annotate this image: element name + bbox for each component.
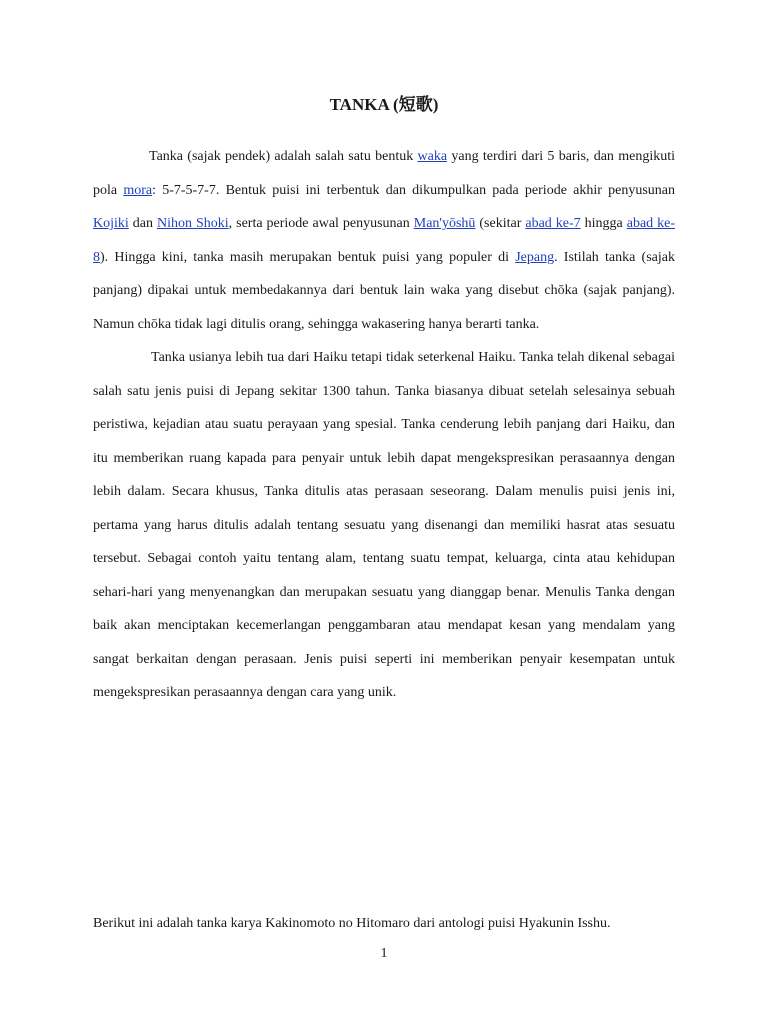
link-kojiki[interactable]: Kojiki [93,216,129,231]
paragraph-2: Tanka usianya lebih tua dari Haiku tetapi tidak seterkenal Haiku. Tanka telah dikenal sebagai salah satu jenis puisi di Jepang sekitar 1300 tahun. Tanka biasanya dibuat setelah selesainya sebuah peristiwa, kejadian atau suatu perayaan yang spesial. Tanka cenderung lebih panjang dari Haiku, dan itu memberikan ruang kapada para penyair untuk lebih dapat mengekspresikan perasaannya dengan lebih dalam. Secara khusus, Tanka ditulis atas perasaan seseorang. Dalam menulis puisi jenis ini, pertama yang harus ditulis adalah tentang sesuatu yang disenangi dan memiliki hasrat atas sesuatu tersebut. Sebagai contoh yaitu tentang alam, tentang suatu tempat, keluarga, cinta atau kehidupan sehari-hari yang menyenangkan dan merupakan sesuatu yang dianggap benar. Menulis Tanka dengan baik akan menciptakan kecemerlangan penggambaran atau mendapat kesan yang mendalam yang sangat berkaitan dengan perasaan. Jenis puisi seperti ini memberikan penyair kesempatan untuk mengekspresikan perasaannya dengan cara yang unik. [93,350,675,700]
link-jepang[interactable]: Jepang [515,249,555,265]
text-run: ). Hingga kini, tanka masih merupakan bentuk puisi yang populer di [100,249,516,265]
text-run: . Istilah tanka (sajak panjang) dipakai untuk membedakannya dari bentuk lain waka yang disebut chōka (sajak panjang). Namun chōka tidak lagi ditulis orang, sehingga wakasering hanya berarti tanka. [93,249,675,332]
text-run: (sekitar [475,216,526,231]
text-run: : 5-7-5-7-7. Bentuk puisi ini terbentuk dan dikumpulkan pada periode akhir penyusunan [152,182,675,198]
text-run: Tanka (sajak pendek) adalah salah satu bentuk [149,149,418,164]
text-run: yang terdiri dari 5 baris, dan mengikuti pola [93,149,675,198]
paragraph-1 [93,140,675,341]
link-abad-ke-7[interactable]: abad ke-7 [525,216,581,231]
page-title: TANKA (短歌) [329,95,439,114]
text-run: dan [128,216,157,231]
link-abad-ke-8[interactable]: abad ke-8 [93,216,676,265]
link-manyoshu[interactable]: Man'yōshū [413,216,476,231]
text-run: hingga [580,216,627,231]
link-nihon-shoki[interactable]: Nihon Shoki [156,216,229,231]
body-content [93,140,675,710]
page-number: 1 [380,946,388,961]
link-mora[interactable]: mora [123,182,153,198]
text-run: , serta periode awal penyusunan [228,216,414,231]
closing-line: Berikut ini adalah tanka karya Kakinomoto no Hitomaro dari antologi puisi Hyakunin Isshu. [93,916,611,931]
link-waka[interactable]: waka [417,149,448,164]
